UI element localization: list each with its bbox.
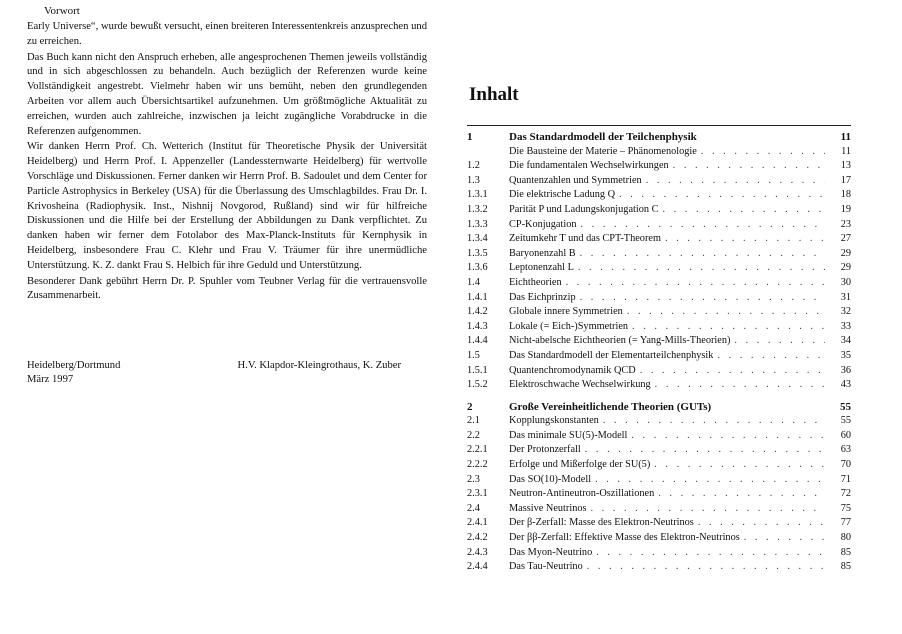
toc-number: 2.4.3 [467, 546, 488, 558]
toc-page-number: 23 [840, 218, 851, 230]
toc-page-number: 80 [840, 532, 851, 544]
preface-paragraph: Besonderer Dank gebührt Herrn Dr. P. Spuhler vom Teubner Verlag für die vertrauensvolle Zusammenarbeit. [27, 275, 427, 302]
toc-number: 1.3 [467, 174, 480, 186]
toc-label: Globale innere Symmetrien [509, 306, 623, 318]
toc-leader-dots [581, 219, 825, 230]
toc-leader-dots [587, 561, 825, 572]
toc-leader-dots [591, 503, 825, 514]
toc-entry [467, 561, 851, 576]
toc-label: Quantenzahlen und Symmetrien [509, 174, 642, 186]
toc-number: 1 [467, 131, 473, 143]
toc-page-number: 18 [840, 189, 851, 201]
toc-entry [467, 233, 851, 248]
toc-entry [467, 503, 851, 518]
toc-entry [467, 277, 851, 292]
toc-label: Das Standardmodell der Elementarteilchenphysik [509, 349, 714, 361]
toc-label: Erfolge und Mißerfolge der SU(5) [509, 459, 651, 471]
toc-page-number: 55 [840, 400, 851, 413]
toc-entry [467, 379, 851, 394]
toc-entry [467, 459, 851, 474]
toc-label: Baryonenzahl B [509, 247, 576, 259]
toc-number: 1.3.1 [467, 189, 488, 201]
toc-entry [467, 547, 851, 562]
toc-rule [467, 125, 851, 126]
toc-number: 1.4.1 [467, 291, 488, 303]
toc-leader-dots [646, 175, 825, 186]
toc-entry [467, 160, 851, 175]
toc-number: 2.3 [467, 473, 480, 485]
toc-page-number: 75 [840, 502, 851, 514]
toc-label: Lokale (= Eich-)Symmetrien [509, 320, 629, 332]
toc-entry [467, 474, 851, 489]
toc-title: Inhalt [469, 84, 519, 105]
toc-label: Die fundamentalen Wechselwirkungen [509, 160, 669, 172]
toc-leader-dots [627, 306, 825, 317]
toc-entry [467, 248, 851, 263]
toc-label: Die Bausteine der Materie – Phänomenologie [509, 145, 697, 157]
toc-number: 1.5.2 [467, 379, 488, 391]
toc-leader-dots [595, 474, 825, 485]
toc-page-number: 60 [840, 429, 851, 441]
toc-leader-dots [603, 415, 825, 426]
toc-entry [467, 204, 851, 219]
toc-number: 1.4.3 [467, 320, 488, 332]
toc-page-number: 19 [840, 203, 851, 215]
toc-entry [467, 415, 851, 430]
toc-page-number: 29 [840, 247, 851, 259]
toc-number: 1.5 [467, 349, 480, 361]
toc-label: Eichtheorien [509, 276, 562, 288]
toc-label: Der Protonzerfall [509, 444, 581, 456]
toc-label: Das SO(10)-Modell [509, 473, 592, 485]
toc-page-number: 43 [840, 379, 851, 391]
right-page [451, 0, 902, 634]
toc-label: Quantenchromodynamik QCD [509, 364, 636, 376]
toc-number: 1.2 [467, 160, 480, 172]
toc-chapter [467, 131, 851, 146]
toc-page-number: 63 [840, 444, 851, 456]
toc-number: 2 [467, 400, 473, 413]
preface-paragraph: Das Buch kann nicht den Anspruch erheben, alle angesprochenen Themen jeweils vollständig und in sich abgeschlossen zu behandeln. Auch bezüglich der Referenzen wurde keine Vollständigkeit angestrebt. Vielmehr haben wir uns bemüht, neben den grundlegenden Arbeiten vor allem auch Übersichtsartikel aufzunehmen. Um größtmögliche Aktualität zu erreichen, wurden auch zahlreiche, inzwischen ja leicht zugängliche Vorabdrucke in die Referenzen aufgenommen. [27, 51, 427, 137]
toc-number: 2.4.2 [467, 532, 488, 544]
toc-number: 1.3.4 [467, 233, 488, 245]
toc-page-number: 70 [840, 459, 851, 471]
toc-number: 1.5.1 [467, 364, 488, 376]
toc-entry [467, 488, 851, 503]
toc-label: Kopplungskonstanten [509, 415, 599, 427]
toc-number: 1.4 [467, 276, 480, 288]
toc-page-number: 31 [840, 291, 851, 303]
toc-label: Neutron-Antineutron-Oszillationen [509, 488, 655, 500]
toc-entry [467, 292, 851, 307]
toc-label: Massive Neutrinos [509, 502, 587, 514]
toc-entry [467, 175, 851, 190]
toc-label: Das Tau-Neutrino [509, 561, 583, 573]
toc-entry [467, 532, 851, 547]
toc-entry [467, 430, 851, 445]
toc-leader-dots [701, 146, 825, 157]
toc-label: Zeitumkehr T und das CPT-Theorem [509, 233, 661, 245]
toc-number: 1.3.2 [467, 203, 488, 215]
toc-label: Die elektrische Ladung Q [509, 189, 616, 201]
toc-leader-dots [717, 350, 825, 361]
toc-number: 2.2.1 [467, 444, 488, 456]
toc-entry [467, 219, 851, 234]
toc-leader-dots [640, 365, 825, 376]
toc-entry [467, 350, 851, 365]
signature-authors: H.V. Klapdor-Kleingrothaus, K. Zuber [237, 360, 401, 371]
toc-number: 1.3.5 [467, 247, 488, 259]
toc-page-number: 55 [840, 415, 851, 427]
table-of-contents [467, 131, 851, 576]
toc-number: 2.2 [467, 429, 480, 441]
toc-label: CP-Konjugation [509, 218, 577, 230]
preface-text [27, 20, 427, 305]
toc-page-number: 34 [840, 335, 851, 347]
toc-label: Das Standardmodell der Teilchenphysik [509, 131, 697, 143]
toc-label: Nicht-abelsche Eichtheorien (= Yang-Mills-Theorien) [509, 335, 731, 347]
toc-number: 2.3.1 [467, 488, 488, 500]
toc-page-number: 35 [840, 349, 851, 361]
toc-leader-dots [734, 335, 825, 346]
toc-page-number: 71 [840, 473, 851, 485]
toc-leader-dots [585, 444, 825, 455]
toc-leader-dots [665, 233, 825, 244]
toc-entry [467, 335, 851, 350]
toc-leader-dots [654, 459, 825, 470]
toc-leader-dots [566, 277, 825, 288]
toc-entry [467, 146, 851, 161]
toc-entry [467, 365, 851, 380]
toc-page-number: 17 [840, 174, 851, 186]
toc-entry [467, 262, 851, 277]
toc-page-number: 11 [841, 145, 851, 157]
toc-label: Das Eichprinzip [509, 291, 576, 303]
toc-page-number: 85 [840, 546, 851, 558]
toc-leader-dots [658, 488, 825, 499]
toc-page-number: 36 [840, 364, 851, 376]
toc-number: 1.4.4 [467, 335, 488, 347]
toc-leader-dots [673, 160, 825, 171]
toc-label: Parität P und Ladungskonjugation C [509, 203, 659, 215]
toc-leader-dots [578, 262, 825, 273]
toc-label: Leptonenzahl L [509, 262, 574, 274]
toc-label: Der ββ-Zerfall: Effektive Masse des Elektron-Neutrinos [509, 532, 740, 544]
toc-entry [467, 444, 851, 459]
running-head: Vorwort [44, 5, 80, 17]
toc-page-number: 77 [840, 517, 851, 529]
toc-leader-dots [744, 532, 825, 543]
toc-leader-dots [619, 189, 825, 200]
toc-leader-dots [663, 204, 826, 215]
toc-label: Das minimale SU(5)-Modell [509, 429, 628, 441]
toc-leader-dots [596, 547, 825, 558]
toc-page-number: 85 [840, 561, 851, 573]
toc-chapter [467, 401, 851, 416]
toc-page-number: 32 [840, 306, 851, 318]
toc-page-number: 11 [840, 131, 851, 143]
toc-label: Große Vereinheitlichende Theorien (GUTs) [509, 400, 712, 413]
toc-entry [467, 189, 851, 204]
preface-paragraph: Wir danken Herrn Prof. Ch. Wetterich (Institut für Theoretische Physik der Universität Heidelberg) und Herrn Prof. I. Appenzeller (Landessternwarte Heidelberg) für wertvolle Vorschläge und Diskussionen. Ferner danken wir Herrn Prof. B. Sadoulet und dem Center for Particle Astrophysics in Berkeley (USA) für die Überlassung des Umschlagbildes. Frau Dr. I. Krivosheina (Radiophysik. Inst., Nishnij Novgorod, Rußland) sind wir für hilfreiche Diskussionen und die Hilfe bei der Erstellung der Abbildungen zu Dank verpflichtet. Zu danken haben wir ferner dem Fotolabor des Max-Planck-Instituts für Kernphysik in Heidelberg, insbesondere Frau C. Klehr und Frau V. Träumer für ihre unermüdliche Unterstützung. K. Z. dankt Frau S. Helbich für ihre Geduld und Unterstützung. [27, 141, 427, 271]
signature-place: Heidelberg/Dortmund [27, 360, 121, 371]
toc-number: 2.4.4 [467, 561, 488, 573]
toc-entry [467, 321, 851, 336]
toc-entry [467, 517, 851, 532]
toc-page-number: 72 [840, 488, 851, 500]
toc-leader-dots [632, 321, 825, 332]
toc-entry [467, 306, 851, 321]
toc-page-number: 33 [840, 320, 851, 332]
toc-number: 2.1 [467, 415, 480, 427]
toc-leader-dots [580, 248, 825, 259]
toc-label: Das Myon-Neutrino [509, 546, 593, 558]
toc-label: Elektroschwache Wechselwirkung [509, 379, 651, 391]
toc-leader-dots [655, 379, 825, 390]
toc-page-number: 30 [840, 276, 851, 288]
toc-number: 1.4.2 [467, 306, 488, 318]
preface-paragraph: Early Universe“, wurde bewußt versucht, einen breiteren Interessentenkreis anzusprechen und zu erreichen. [27, 21, 427, 47]
toc-number: 1.3.3 [467, 218, 488, 230]
toc-page-number: 29 [840, 262, 851, 274]
toc-page-number: 27 [840, 233, 851, 245]
toc-page-number: 13 [840, 160, 851, 172]
toc-label: Der β-Zerfall: Masse des Elektron-Neutrinos [509, 517, 694, 529]
toc-number: 2.4 [467, 502, 480, 514]
signature-date: März 1997 [27, 374, 74, 385]
toc-leader-dots [631, 430, 825, 441]
toc-number: 2.4.1 [467, 517, 488, 529]
toc-leader-dots [580, 292, 825, 303]
toc-number: 2.2.2 [467, 459, 488, 471]
toc-leader-dots [698, 517, 825, 528]
toc-number: 1.3.6 [467, 262, 488, 274]
